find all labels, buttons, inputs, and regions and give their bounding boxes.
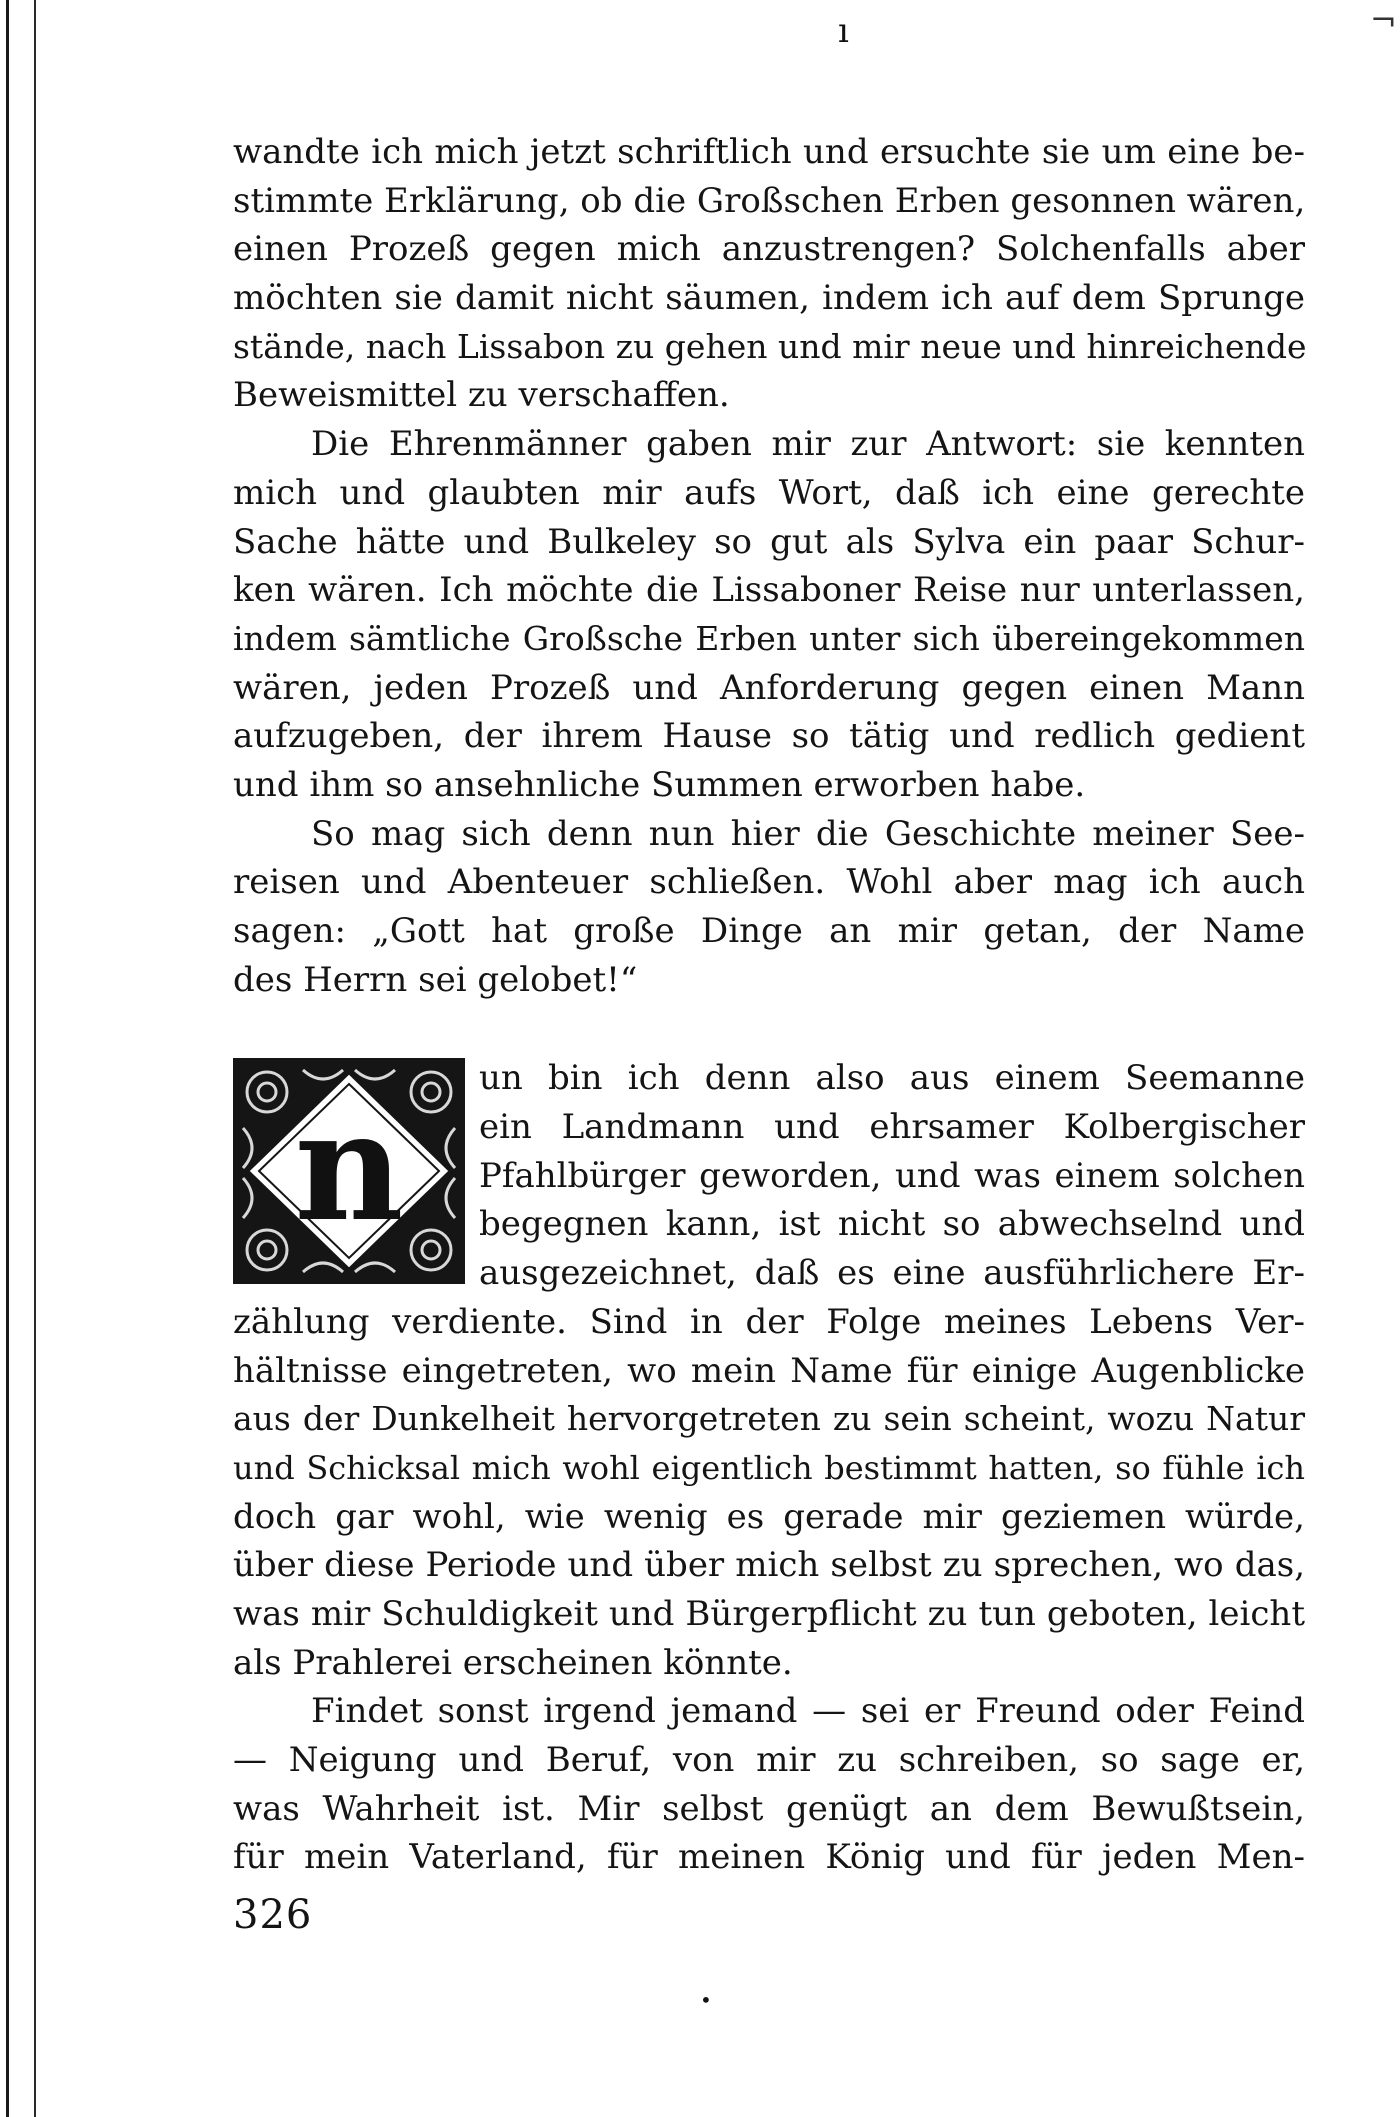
text-line: sagen: „Gott hat große Dinge an mir getan, der Name [233,911,1305,951]
text-line: was mir Schuldigkeit und Bürgerpflicht zu tun geboten, leicht [233,1594,1305,1634]
book-spine-shadow [34,0,36,2117]
text-line: Sache hätte und Bulkeley so gut als Sylva ein paar Schur- [233,521,1305,562]
text-line: stände, nach Lissabon zu gehen und mir neue und hinreichende [233,326,1307,366]
initial-letter: n [294,1079,404,1256]
text-line: aus der Dunkelheit hervorgetreten zu sein scheint, wozu Natur [233,1399,1305,1439]
text-line: indem sämtliche Großsche Erben unter sich übereingekommen [233,618,1305,658]
text-line: Pfahlbürger geworden, und was einem solchen [479,1155,1305,1196]
text-line: ken wären. Ich möchte die Lissaboner Reise nur unterlassen, [233,570,1305,611]
text-line: wären, jeden Prozeß und Anforderung gegen einen Mann [233,667,1305,708]
text-line: einen Prozeß gegen mich anzustrengen? Solchenfalls aber [233,229,1305,270]
paragraph-start-line: Die Ehrenmänner gaben mir zur Antwort: sie kennten [311,424,1305,465]
text-line: begegnen kann, ist nicht so abwechselnd und [479,1204,1305,1245]
text-line: zählung verdiente. Sind in der Folge meines Lebens Ver- [233,1301,1305,1342]
corner-mark: ¬ [1370,1,1397,39]
text-line: Beweismittel zu verschaffen. [233,375,730,416]
footer-mark: • [700,1988,712,2012]
text-line: hältnisse eingetreten, wo mein Name für einige Augenblicke [233,1350,1305,1391]
text-line: wandte ich mich jetzt schriftlich und ersuchte sie um eine be- [233,132,1305,172]
page-text [233,128,1305,1882]
text-line: und ihm so ansehnliche Summen erworben habe. [233,764,1086,805]
text-line: — Neigung und Beruf, von mir zu schreiben, so sage er, [233,1740,1305,1781]
paragraph-start-line: So mag sich denn nun hier die Geschichte meiner See- [311,813,1305,854]
header-mark: ı [838,11,849,51]
section-gap [233,1004,1305,1054]
text-line: reisen und Abenteuer schließen. Wohl aber mag ich auch [233,862,1305,903]
dropcap-text-lines [479,1054,1305,1297]
text-line: ein Landmann und ehrsamer Kolbergischer [479,1107,1305,1148]
text-line: was Wahrheit ist. Mir selbst genügt an dem Bewußtsein, [233,1788,1305,1829]
text-line: des Herrn sei gelobet!“ [233,959,638,1000]
text-line: stimmte Erklärung, ob die Großschen Erben gesonnen wären, [233,180,1306,221]
text-line: für mein Vaterland, für meinen König und für jeden Men- [233,1837,1305,1878]
text-line: über diese Periode und über mich selbst zu sprechen, wo das, [233,1545,1305,1586]
page-number: 326 [233,1892,313,1938]
dropcap-paragraph [233,1054,1305,1298]
text-line: als Prahlerei erscheinen könnte. [233,1642,793,1683]
ornamental-initial [233,1058,465,1284]
text-line: mich und glaubten mir aufs Wort, daß ich eine gerechte [233,472,1305,513]
text-line: un bin ich denn also aus einem Seemanne [479,1058,1305,1099]
text-line: ausgezeichnet, daß es eine ausführlichere Er- [479,1253,1305,1294]
text-line: aufzugeben, der ihrem Hause so tätig und redlich gedient [233,716,1305,757]
book-spine-edge [6,0,9,2117]
text-line: und Schicksal mich wohl eigentlich bestimmt hatten, so fühle ich [233,1448,1305,1487]
text-line: doch gar wohl, wie wenig es gerade mir geziemen würde, [233,1496,1305,1537]
paragraph-start-line: Findet sonst irgend jemand — sei er Freund oder Feind [311,1691,1305,1732]
text-line: möchten sie damit nicht säumen, indem ich auf dem Sprunge [233,278,1305,319]
